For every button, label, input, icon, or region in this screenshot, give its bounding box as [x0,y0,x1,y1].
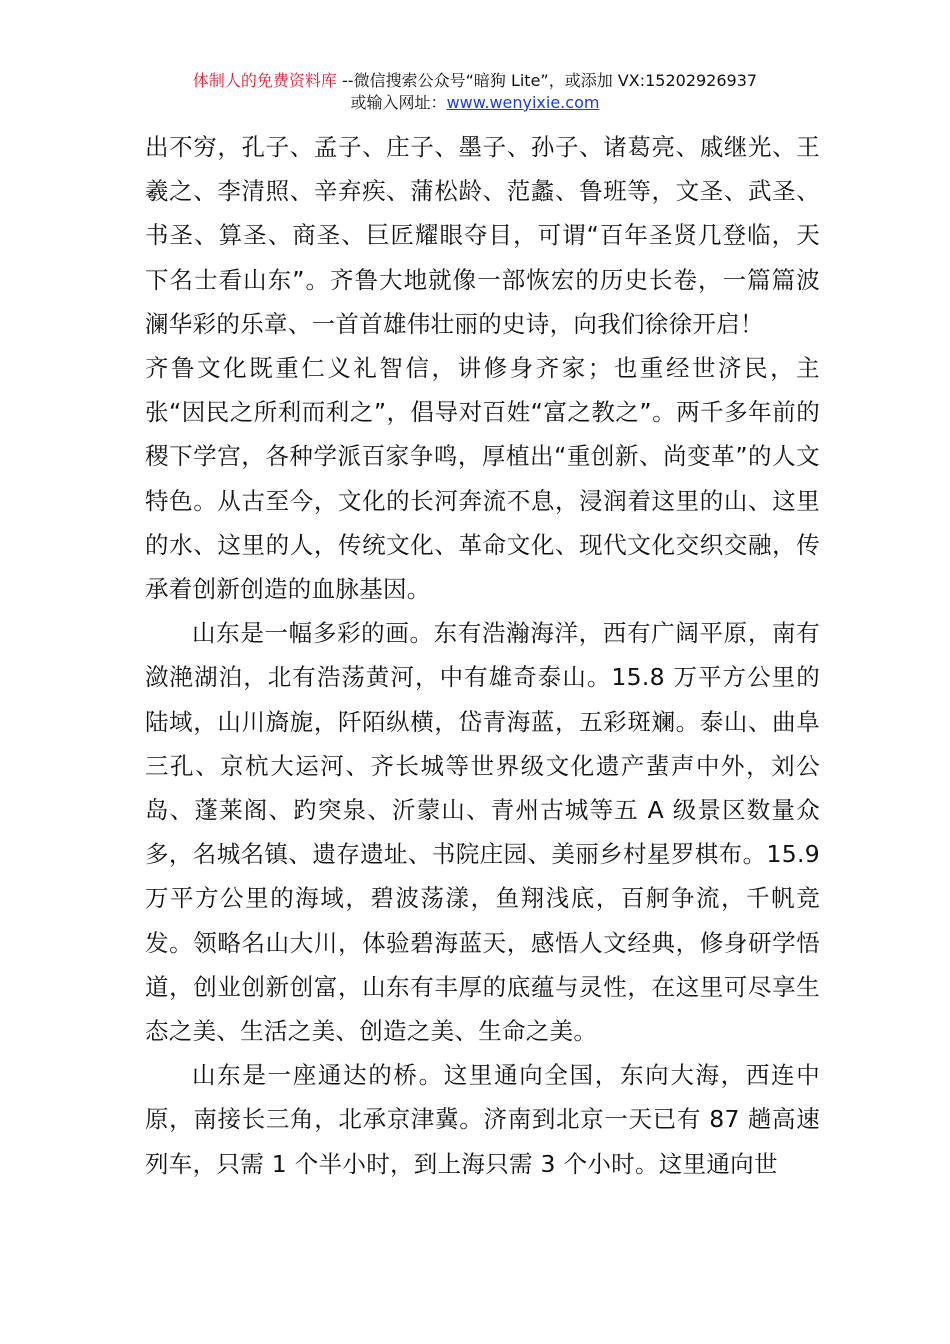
header-promo-line [0,70,950,92]
header-url-prefix: 或输入网址： [350,93,447,112]
paragraph-4: 山东是一座通达的桥。这里通向全国，东向大海，西连中原，南接长三角，北承京津冀。济南到北京一天已有 87 趟高速列车，只需 1 个半小时，到上海只需 3 个小时。这里通向世 [145,1061,820,1178]
paragraph-1: 出不穷，孔子、孟子、庄子、墨子、孙子、诸葛亮、戚继光、王羲之、李清照、辛弃疾、蒲松龄、范蠡、鲁班等，文圣、武圣、书圣、算圣、商圣、巨匠耀眼夺目，可谓“百年圣贤几登临，天下名士看山东”。齐鲁大地就像一部恢宏的历史长卷，一篇篇波澜华彩的乐章、一首首雄伟壮丽的史诗，向我们徐徐开启！ [145,133,820,338]
header-url-link[interactable]: www.wenyixie.com [446,93,600,112]
header-promo-text: --微信搜索公众号“暗狗 Lite”，或添加 VX:15202926937 [336,71,758,90]
header-brand: 体制人的免费资料库 [192,71,337,90]
document-body [145,125,820,1186]
page-header [0,70,950,114]
paragraph-3: 山东是一幅多彩的画。东有浩瀚海洋，西有广阔平原，南有潋滟湖泊，北有浩荡黄河，中有雄奇泰山。15.8 万平方公里的陆域，山川旖旎，阡陌纵横，岱青海蓝，五彩斑斓。泰山、曲阜三孔、京杭大运河、齐长城等世界级文化遗产蜚声中外，刘公岛、蓬莱阁、趵突泉、沂蒙山、青州古城等五 A 级景区数量众多，名城名镇、遗存遗址、书院庄园、美丽乡村星罗棋布。15.9 万平方公里的海域，碧波荡漾，鱼翔浅底，百舸争流，千帆竞发。领略名山大川，体验碧海蓝天，感悟人文经典，修身研学悟道，创业创新创富，山东有丰厚的底蕴与灵性，在这里可尽享生态之美、生活之美、创造之美、生命之美。 [145,619,820,1046]
paragraph-2: 齐鲁文化既重仁义礼智信，讲修身齐家；也重经世济民，主张“因民之所利而利之”，倡导对百姓“富之教之”。两千多年前的稷下学宫，各种学派百家争鸣，厚植出“重创新、尚变革”的人文特色。从古至今，文化的长河奔流不息，浸润着这里的山、这里的水、这里的人，传统文化、革命文化、现代文化交织交融，传承着创新创造的血脉基因。 [145,354,820,604]
header-url-line [0,92,950,114]
